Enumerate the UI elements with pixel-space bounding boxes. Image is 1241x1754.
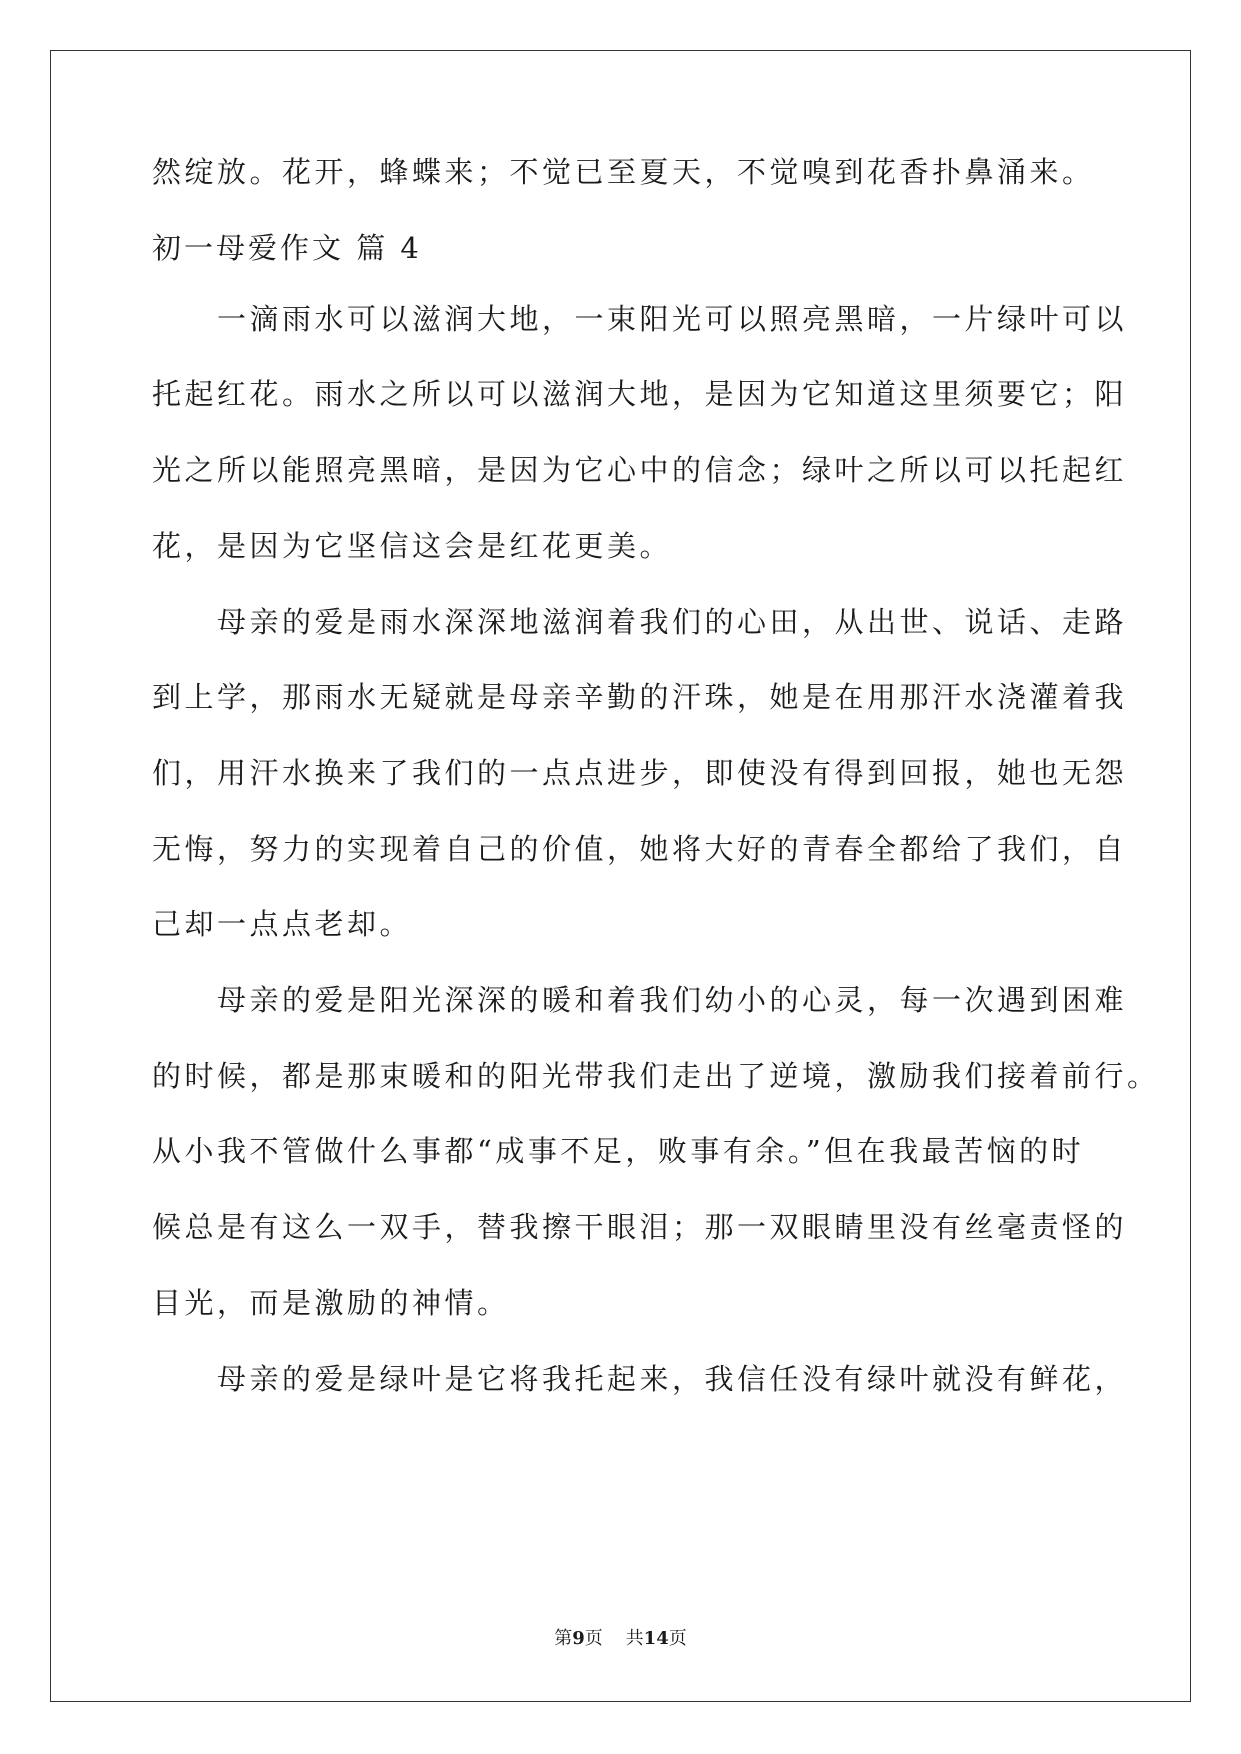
total-suffix: 页 (668, 1628, 687, 1649)
paragraph-line-4: 托起红花。雨水之所以可以滋润大地，是因为它知道这里须要它；阳 (152, 377, 1128, 411)
paragraph-line-12: 母亲的爱是阳光深深的暖和着我们幼小的心灵，每一次遇到困难 (152, 983, 1128, 1017)
paragraph-line-15: 候总是有这么一双手，替我擦干眼泪；那一双眼睛里没有丝毫责怪的 (152, 1210, 1128, 1244)
page-number: 9 (572, 1628, 585, 1649)
paragraph-line-8: 到上学，那雨水无疑就是母亲辛勤的汗珠，她是在用那汗水浇灌着我 (152, 680, 1128, 714)
section-heading: 初一母爱作文 篇 4 (152, 231, 422, 265)
total-pages: 14 (643, 1628, 669, 1649)
paragraph-line-16: 目光，而是激励的神情。 (152, 1286, 510, 1320)
paragraph-line-6: 花，是因为它坚信这会是红花更美。 (152, 529, 673, 563)
page-footer (0, 1630, 1241, 1648)
total-prefix: 共 (625, 1628, 644, 1649)
paragraph-line-1: 然绽放。花开，蜂蝶来；不觉已至夏天，不觉嗅到花香扑鼻涌来。 (152, 155, 1095, 189)
paragraph-line-13: 的时候，都是那束暖和的阳光带我们走出了逆境，激励我们接着前行。 (152, 1059, 1160, 1093)
page-suffix: 页 (584, 1628, 603, 1649)
paragraph-line-17: 母亲的爱是绿叶是它将我托起来，我信任没有绿叶就没有鲜花， (152, 1362, 1128, 1396)
paragraph-line-7: 母亲的爱是雨水深深地滋润着我们的心田，从出世、说话、走路 (152, 605, 1128, 639)
paragraph-line-10: 无悔，努力的实现着自己的价值，她将大好的青春全都给了我们，自 (152, 832, 1128, 866)
paragraph-line-11: 己却一点点老却。 (152, 907, 413, 941)
page-prefix: 第 (554, 1628, 573, 1649)
paragraph-line-3: 一滴雨水可以滋润大地，一束阳光可以照亮黑暗，一片绿叶可以 (152, 302, 1128, 336)
paragraph-line-5: 光之所以能照亮黑暗，是因为它心中的信念；绿叶之所以可以托起红 (152, 453, 1128, 487)
paragraph-line-14: 从小我不管做什么事都“成事不足，败事有余。”但在我最苦恼的时 (152, 1134, 1085, 1168)
paragraph-line-9: 们，用汗水换来了我们的一点点进步，即使没有得到回报，她也无怨 (152, 756, 1128, 790)
page-border (50, 50, 1191, 1702)
